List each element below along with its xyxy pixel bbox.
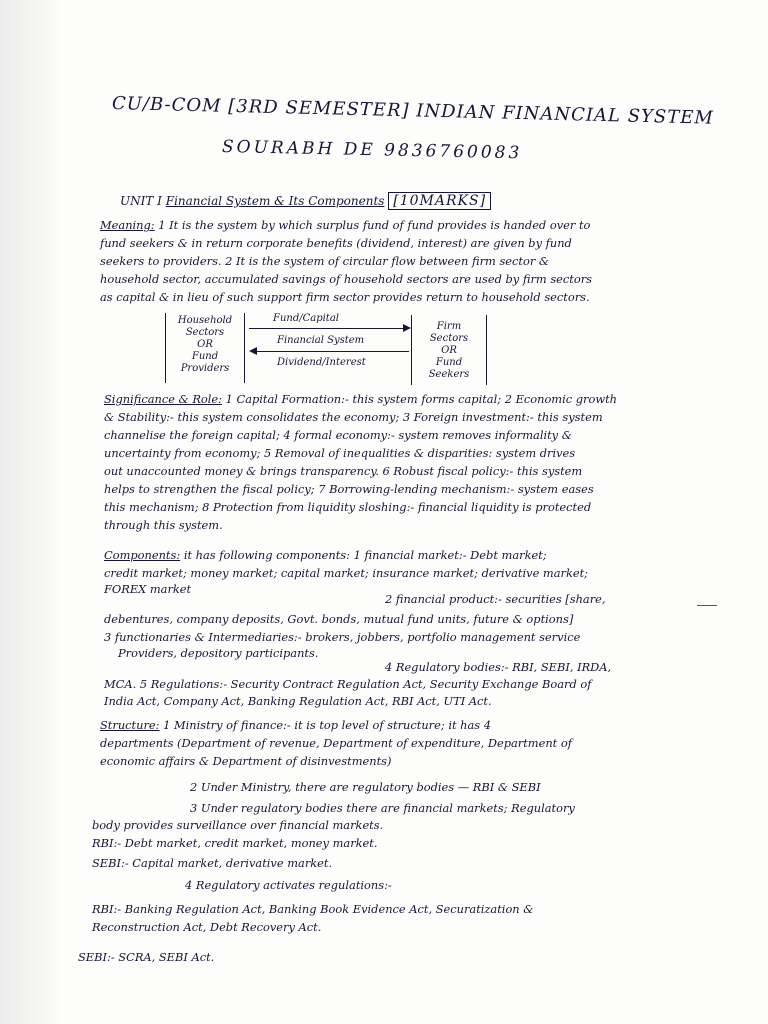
structure-line: 3 Under regulatory bodies there are financial markets; Regulatory: [190, 801, 575, 815]
meaning-line: seekers to providers. 2 It is the system of circular flow between firm sector &: [100, 254, 550, 268]
significance-text: 1 Capital Formation:- this system forms capital; 2 Economic growth: [225, 392, 618, 406]
structure-heading: Structure:: [100, 718, 160, 732]
significance-line: helps to strengthen the fiscal policy; 7 Borrowing-lending mechanism:- system eases: [104, 482, 594, 496]
significance-line: [104, 392, 617, 406]
structure-line: RBI:- Banking Regulation Act, Banking Book Evidence Act, Securatization &: [92, 902, 534, 916]
right-arrow: [249, 328, 409, 329]
components-text: it has following components: 1 financial market:- Debt market;: [183, 548, 547, 562]
components-line: India Act, Company Act, Banking Regulation Act, RBI Act, UTI Act.: [104, 694, 492, 708]
meaning-line: [100, 218, 590, 232]
structure-line: body provides surveillance over financial markets.: [92, 818, 384, 832]
components-line: debentures, company deposits, Govt. bonds, mutual fund units, future & options]: [104, 612, 574, 626]
structure-text: 1 Ministry of finance:- it is top level of structure; it has 4: [163, 718, 492, 732]
unit-prefix: UNIT I: [120, 194, 162, 208]
structure-line: 2 Under Ministry, there are regulatory bodies — RBI & SEBI: [190, 780, 541, 794]
document-title: CU/B-COM [3RD SEMESTER] INDIAN FINANCIAL SYSTEM: [111, 93, 715, 129]
box-line: Seekers: [428, 369, 470, 380]
box-line: Sectors: [185, 327, 225, 338]
structure-line: 4 Regulatory activates regulations:-: [185, 878, 392, 892]
structure-line: [100, 718, 491, 732]
household-box: [165, 313, 245, 383]
margin-mark: [697, 605, 717, 606]
box-line: Household: [177, 315, 233, 326]
structure-line: departments (Department of revenue, Department of expenditure, Department of: [100, 736, 572, 750]
components-line: MCA. 5 Regulations:- Security Contract Regulation Act, Security Exchange Board of: [104, 677, 592, 691]
unit-name: Financial System & Its Components: [165, 194, 385, 208]
structure-line: Reconstruction Act, Debt Recovery Act.: [92, 920, 322, 934]
components-line: Providers, depository participants.: [118, 646, 319, 660]
structure-line: RBI:- Debt market, credit market, money market.: [92, 836, 378, 850]
significance-line: through this system.: [104, 518, 223, 532]
meaning-line: fund seekers & in return corporate benefits (dividend, interest) are given by fund: [100, 236, 572, 250]
box-line: OR: [197, 339, 213, 350]
middle-label: Financial System: [277, 335, 365, 346]
meaning-line: household sector, accumulated savings of household sectors are used by firm sectors: [100, 272, 593, 286]
unit-heading: [120, 192, 491, 210]
components-line: [104, 548, 547, 562]
firm-box: [411, 315, 487, 385]
significance-line: channelise the foreign capital; 4 formal economy:- system removes informality &: [104, 428, 572, 442]
components-line: 3 functionaries & Intermediaries:- brokers, jobbers, portfolio management service: [104, 630, 581, 644]
structure-line: economic affairs & Department of disinvestments): [100, 754, 392, 768]
bottom-arrow-label: Dividend/Interest: [277, 357, 366, 368]
box-line: Sectors: [429, 333, 469, 344]
structure-line: SEBI:- SCRA, SEBI Act.: [78, 950, 215, 964]
components-line: credit market; money market; capital market; insurance market; derivative market;: [104, 566, 589, 580]
box-line: Firm: [436, 321, 462, 332]
meaning-heading: Meaning:: [100, 218, 155, 232]
components-heading: Components:: [104, 548, 181, 562]
significance-line: this mechanism; 8 Protection from liquidity sloshing:- financial liquidity is protected: [104, 500, 592, 514]
meaning-line: as capital & in lieu of such support firm sector provides return to household sectors.: [100, 290, 590, 304]
components-line: 2 financial product:- securities [share,: [385, 592, 606, 606]
significance-line: uncertainty from economy; 5 Removal of inequalities & disparities: system drives: [104, 446, 576, 460]
components-line: 4 Regulatory bodies:- RBI, SEBI, IRDA,: [385, 660, 612, 674]
author-line: SOURABH DE 9836760083: [221, 137, 523, 164]
components-line: FOREX market: [104, 582, 192, 596]
structure-line: SEBI:- Capital market, derivative market.: [92, 856, 333, 870]
box-line: OR: [441, 345, 457, 356]
meaning-text: 1 It is the system by which surplus fund of fund provides is handed over to: [158, 218, 591, 232]
flow-diagram: [165, 313, 490, 383]
significance-line: & Stability:- this system consolidates the economy; 3 Foreign investment:- this system: [104, 410, 603, 424]
page-edge-shadow: [0, 0, 62, 1024]
significance-heading: Significance & Role:: [104, 392, 222, 406]
box-line: Fund: [191, 351, 219, 362]
significance-line: out unaccounted money & brings transparency. 6 Robust fiscal policy:- this system: [104, 464, 583, 478]
unit-marks: [10MARKS]: [388, 192, 491, 210]
left-arrow: [251, 351, 409, 352]
top-arrow-label: Fund/Capital: [273, 313, 339, 324]
box-line: Providers: [180, 363, 230, 374]
box-line: Fund: [435, 357, 463, 368]
